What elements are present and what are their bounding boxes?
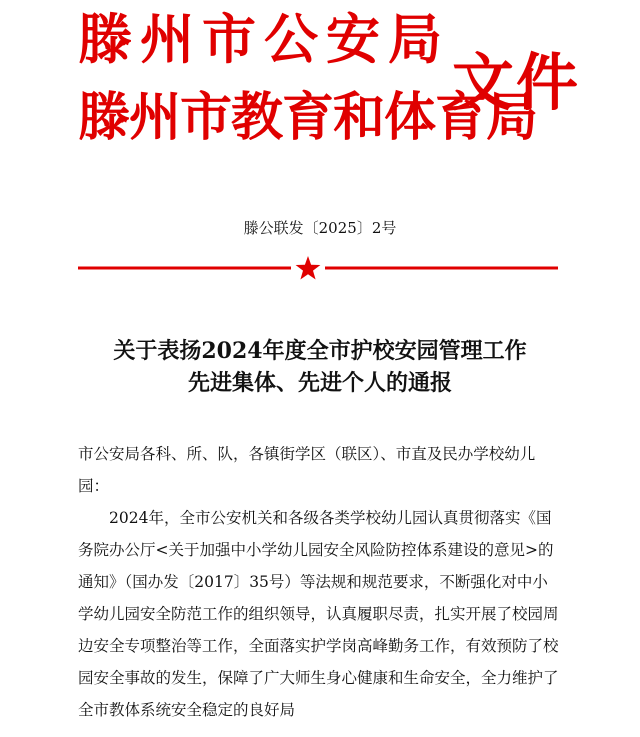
issuing-agency-1: 滕州市公安局 bbox=[78, 8, 450, 71]
issuing-agency-2: 滕州市教育和体育局 bbox=[78, 88, 538, 148]
document-number: 滕公联发〔2025〕2号 bbox=[243, 219, 397, 237]
red-divider bbox=[78, 255, 558, 281]
document-body bbox=[78, 438, 562, 726]
title-line-2: 先进集体、先进个人的通报 bbox=[187, 370, 452, 396]
document-header bbox=[0, 0, 640, 180]
title-line-1: 关于表扬2024年度全市护校安园管理工作 bbox=[113, 338, 527, 364]
body-paragraph: 2024年，全市公安机关和各级各类学校幼儿园认真贯彻落实《国务院办公厅<关于加强中小学幼儿园安全风险防控体系建设的意见>的通知》（国办发〔2017〕35号）等法规和规范要求，不断强化对中小学幼儿园安全防范工作的组织领导，认真履职尽责，扎实开展了校园周边安全专项整治等工作，全面落实护学岗高峰勤务工作，有效预防了校园安全事故的发生，保障了广大师生身心健康和生命安全，全力维护了全市教体系统安全稳定的良好局 bbox=[78, 509, 559, 719]
document-label: 文件 bbox=[452, 46, 581, 119]
star-icon bbox=[296, 256, 321, 280]
document-title bbox=[0, 335, 640, 399]
salutation: 市公安局各科、所、队，各镇街学区（联区）、市直及民办学校幼儿园： bbox=[78, 445, 536, 495]
